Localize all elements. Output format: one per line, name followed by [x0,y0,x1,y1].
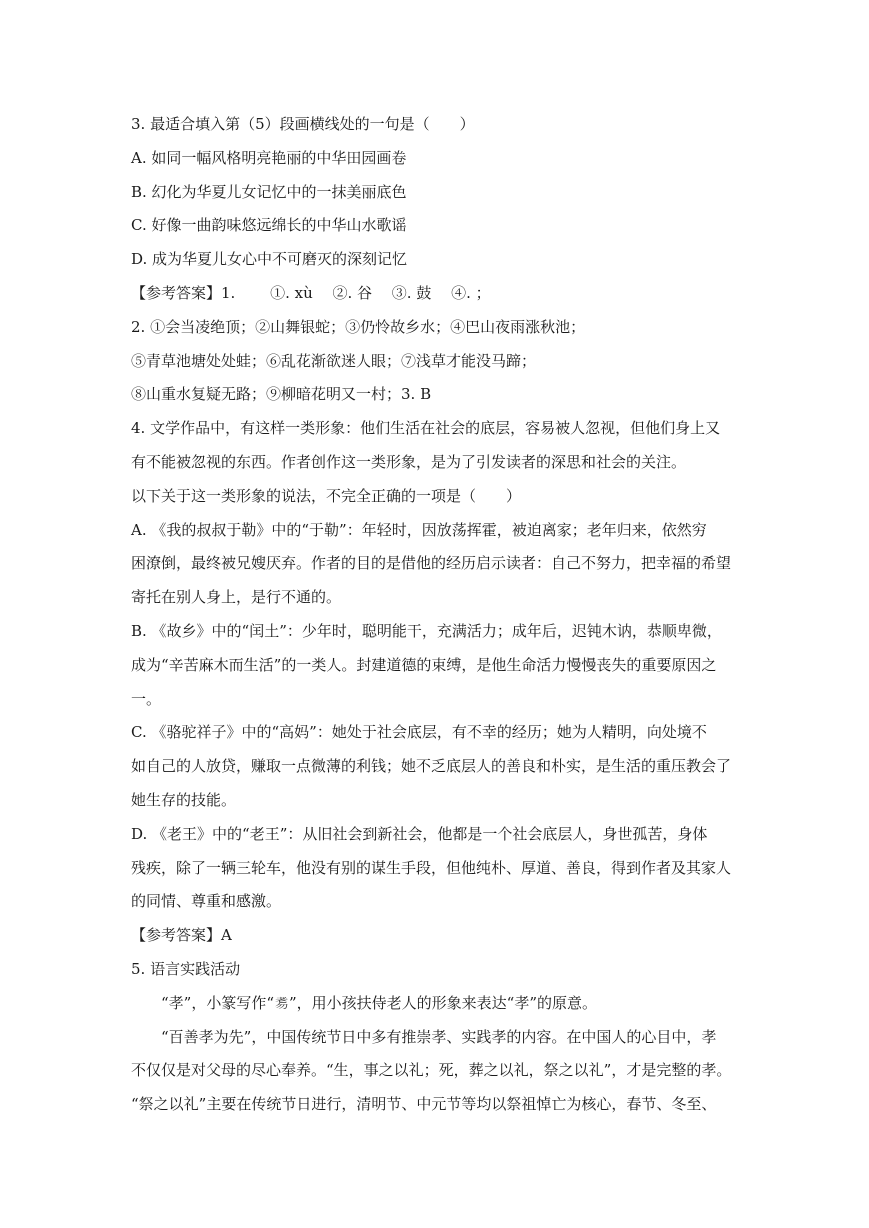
question-4-option-a-line-2: 困潦倒，最终被兄嫂厌弃。作者的目的是借他的经历启示读者：自己不努力，把幸福的希望 [131,554,732,573]
document-body [131,108,743,1122]
question-4-option-c-line-2: 如自己的人放贷，赚取一点微薄的利钱；她不乏底层人的善良和朴实，是生活的重压教会了 [131,757,732,776]
question-3-stem: 3. 最适合填入第（5）段画横线处的一句是（ ） [131,115,475,133]
filial-piety-paragraph-line-1: “百善孝为先”，中国传统节日中多有推崇孝、实践孝的内容。在中国人的心目中，孝 [161,1027,717,1046]
question-4-option-b-line-1: B. 《故乡》中的“闰土”：少年时，聪明能干，充满活力；成年后，迟钝木讷，恭顺卑微， [131,621,722,640]
question-4-stem-line-2: 有不能被忽视的东西。作者创作这一类形象，是为了引发读者的深思和社会的关注。 [131,452,687,471]
question-3-option-a: A. 如同一幅风格明亮艳丽的中华田园画卷 [131,148,407,167]
answer-key-2-line-3: ⑧山重水复疑无路；⑨柳暗花明又一村；3. B [131,385,432,404]
xiao-text-after: ”，用小孩扶侍老人的形象来表达“孝”的原意。 [289,993,598,1012]
filial-piety-paragraph-line-2: 不仅仅是对父母的尽心奉养。“生，事之以礼；死，葬之以礼，祭之以礼”，才是完整的孝。 [131,1061,732,1080]
question-4-option-d-line-2: 残疾，除了一辆三轮车，他没有别的谋生手段，但他纯朴、厚道、善良，得到作者及其家人 [131,858,732,877]
question-4-prompt: 以下关于这一类形象的说法，不完全正确的一项是（ ） [131,486,522,505]
question-4-option-c-line-3: 她生存的技能。 [131,790,237,809]
question-5-title: 5. 语言实践活动 [131,959,241,978]
answer-key-2-line-1: 2. ①会当凌绝顶；②山舞银蛇；③仍怜故乡水；④巴山夜雨涨秋池； [131,317,586,336]
xiao-text-before: “孝”，小篆写作“ [161,993,275,1012]
question-3-option-d: D. 成为华夏儿女心中不可磨灭的深刻记忆 [131,250,408,269]
question-4-option-b-line-3: 一。 [131,689,162,708]
answer-key-1: 【参考答案】1. ①. xù ②. 谷 ③. 鼓 ④. ； [131,283,491,302]
question-4-option-d-line-1: D. 《老王》中的“老王”：从旧社会到新社会，他都是一个社会底层人，身世孤苦，身体 [131,824,708,843]
answer-key-2-line-2: ⑤青草池塘处处蛙；⑥乱花渐欲迷人眼；⑦浅草才能没马蹄； [131,351,537,370]
filial-piety-paragraph-line-3: “祭之以礼”主要在传统节日进行，清明节、中元节等均以祭祖悼亡为核心，春节、冬至、 [131,1095,717,1114]
seal-script-xiao-glyph: 𦒸 [275,996,289,1012]
question-4-stem-line-1: 4. 文学作品中，有这样一类形象：他们生活在社会的底层，容易被人忽视，但他们身上又 [131,419,721,438]
question-3-option-b: B. 幻化为华夏儿女记忆中的一抹美丽底色 [131,182,407,201]
question-4-option-a-line-1: A. 《我的叔叔于勒》中的“于勒”：年轻时，因放荡挥霍，被迫离家；老年归来，依然穷 [131,520,707,539]
question-4-option-b-line-2: 成为“辛苦麻木而生活”的一类人。封建道德的束缚，是他生命活力慢慢丧失的重要原因之 [131,655,717,674]
question-3-option-c: C. 好像一曲韵味悠远绵长的中华山水歌谣 [131,216,407,235]
question-4-option-a-line-3: 寄托在别人身上，是行不通的。 [131,588,342,607]
question-4-option-c-line-1: C. 《骆驼祥子》中的“高妈”：她处于社会底层，有不幸的经历；她为人精明，向处境不 [131,723,707,742]
answer-key-4: 【参考答案】A [131,926,232,945]
xiao-paragraph [131,987,743,1021]
question-4-option-d-line-3: 的同情、尊重和感激。 [131,892,282,911]
